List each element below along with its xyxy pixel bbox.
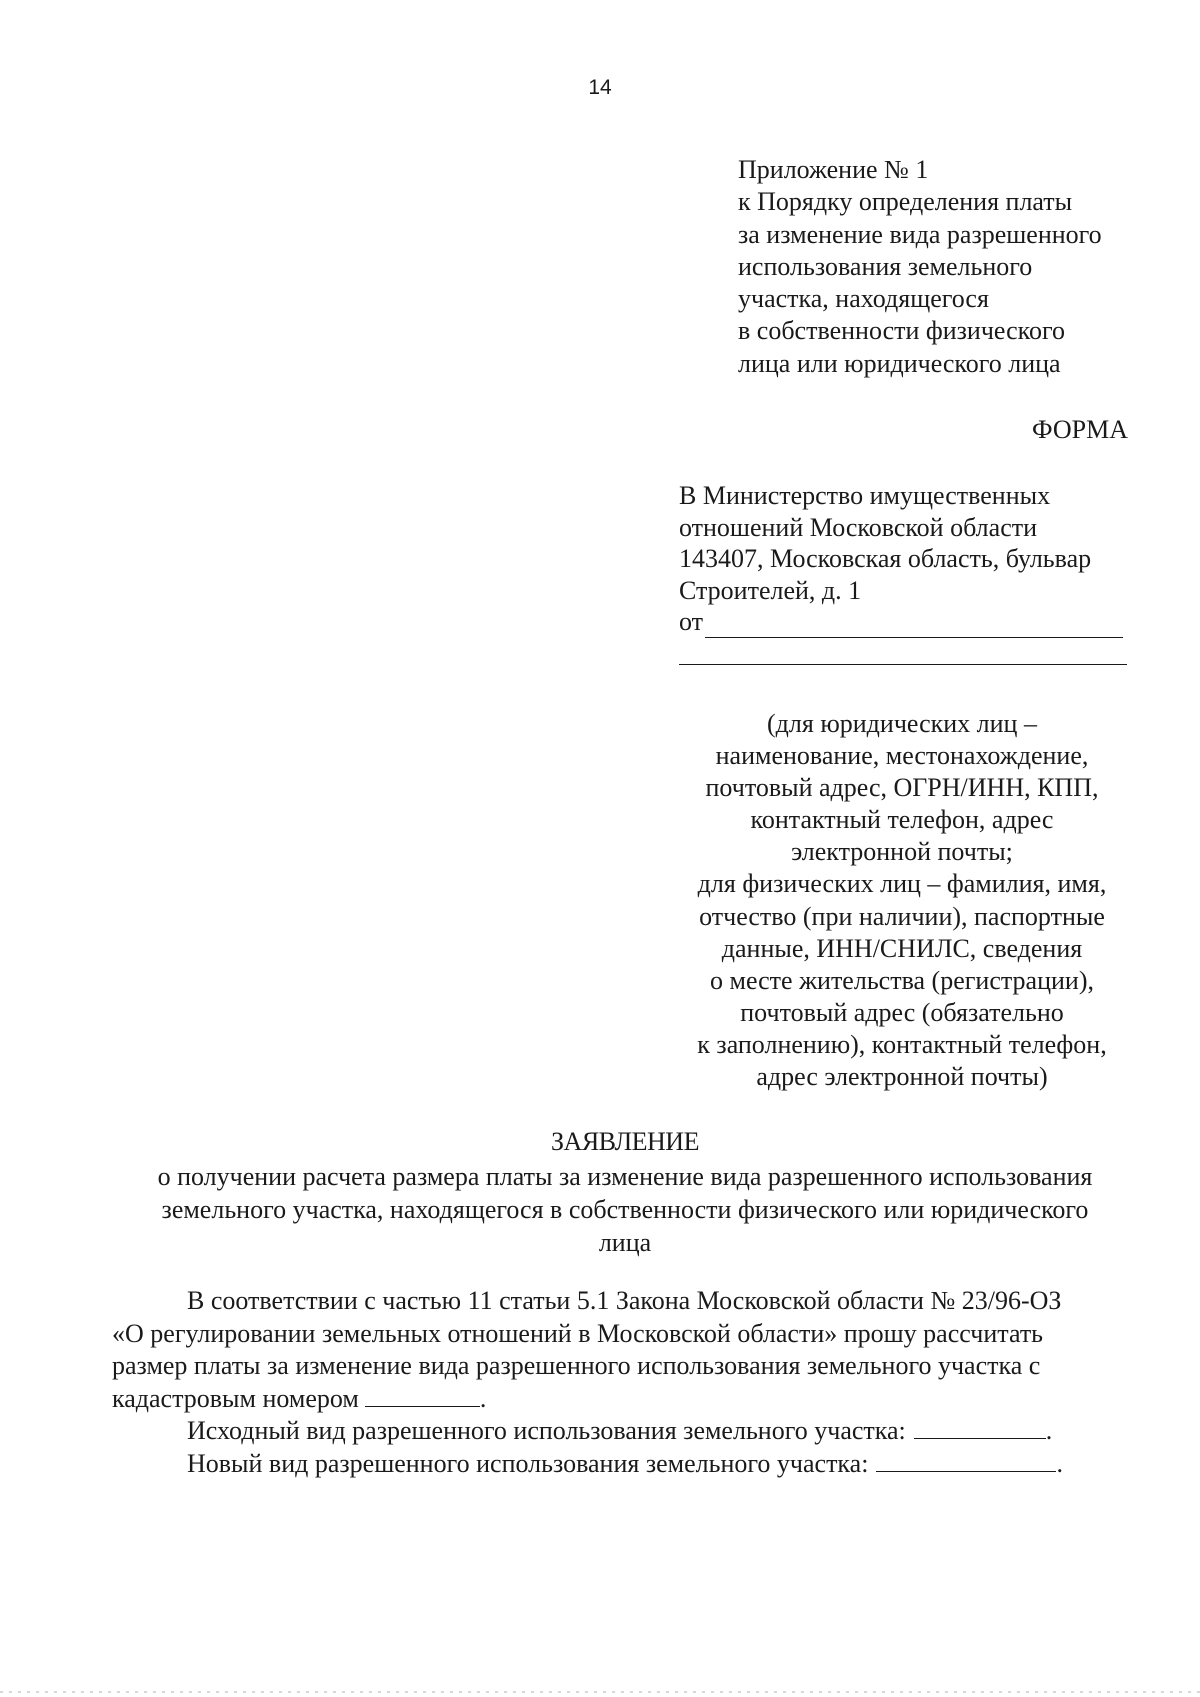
hint-line: (для юридических лиц – [767, 709, 1037, 738]
appendix-line: в собственности физического [738, 316, 1065, 346]
original-use-label: Исходный вид разрешенного использования земельного участка: [187, 1416, 906, 1445]
new-use-end: . [1056, 1448, 1063, 1478]
from-line [679, 606, 1139, 638]
hint-line: контактный телефон, адрес [750, 805, 1054, 835]
original-use-field[interactable] [914, 1416, 1046, 1439]
applicant-field[interactable] [705, 613, 1123, 638]
hint-line: электронной почты; [791, 837, 1013, 867]
new-use-line [112, 1448, 1142, 1481]
addressee-line: 143407, Московская область, бульвар [679, 544, 1092, 573]
addressee-line: отношений Московской области [679, 512, 1038, 542]
hint-line: адрес электронной почты) [756, 1062, 1048, 1092]
appendix-line: участка, находящегося [738, 284, 989, 314]
body-line: «О регулировании земельных отношений в Московской области» прошу рассчитать [112, 1318, 1044, 1348]
new-use-field[interactable] [876, 1449, 1056, 1472]
applicant-hint [672, 708, 1132, 1093]
addressee-line: В Министерство имущественных [679, 481, 1051, 510]
cadastral-line [112, 1383, 1142, 1416]
appendix-line: за изменение вида разрешенного [738, 219, 1102, 249]
subject-line: о получении расчета размера платы за изменение вида разрешенного использования [157, 1162, 1093, 1191]
original-use-end: . [1045, 1416, 1053, 1445]
cadastral-label: кадастровым номером [112, 1383, 359, 1413]
scan-edge-divider [0, 1691, 1200, 1693]
form-label: ФОРМА [1032, 415, 1128, 444]
hint-line: к заполнению), контактный телефон, [697, 1029, 1107, 1059]
applicant-field-continued[interactable] [679, 638, 1127, 665]
subject-line: лица [598, 1228, 652, 1257]
original-use-line [112, 1415, 1142, 1448]
addressee-block [679, 480, 1139, 665]
body-line: В соответствии с частью 11 статьи 5.1 Закона Московской области № 23/96-ОЗ [187, 1286, 1062, 1315]
addressee-line: Строителей, д. 1 [679, 575, 862, 605]
hint-line: о месте жительства (регистрации), [709, 965, 1094, 995]
hint-line: для физических лиц – фамилия, имя, [697, 869, 1107, 899]
application-body [112, 1285, 1142, 1480]
from-label: от [679, 607, 704, 636]
appendix-line: к Порядку определения платы [738, 187, 1073, 217]
hint-line: отчество (при наличии), паспортные [699, 901, 1105, 931]
appendix-line: лица или юридического лица [738, 348, 1061, 378]
hint-line: наименование, местонахождение, [715, 741, 1089, 771]
subject-line: земельного участка, находящегося в собственности физического или юридического [161, 1195, 1089, 1224]
appendix-header [738, 154, 1178, 380]
body-line: размер платы за изменение вида разрешенного использования земельного участка с [112, 1351, 1041, 1380]
new-use-label: Новый вид разрешенного использования земельного участка: [187, 1448, 869, 1478]
appendix-line: Приложение № 1 [738, 155, 929, 184]
hint-line: данные, ИНН/СНИЛС, сведения [721, 933, 1083, 963]
page-number: 14 [588, 76, 612, 99]
hint-line: почтовый адрес, ОГРН/ИНН, КПП, [705, 773, 1099, 803]
cadastral-end: . [479, 1383, 487, 1413]
hint-line: почтовый адрес (обязательно [740, 997, 1064, 1027]
appendix-line: использования земельного [738, 251, 1033, 281]
cadastral-number-field[interactable] [365, 1384, 480, 1407]
document-subject [100, 1160, 1150, 1259]
document-title: ЗАЯВЛЕНИЕ [551, 1127, 699, 1156]
